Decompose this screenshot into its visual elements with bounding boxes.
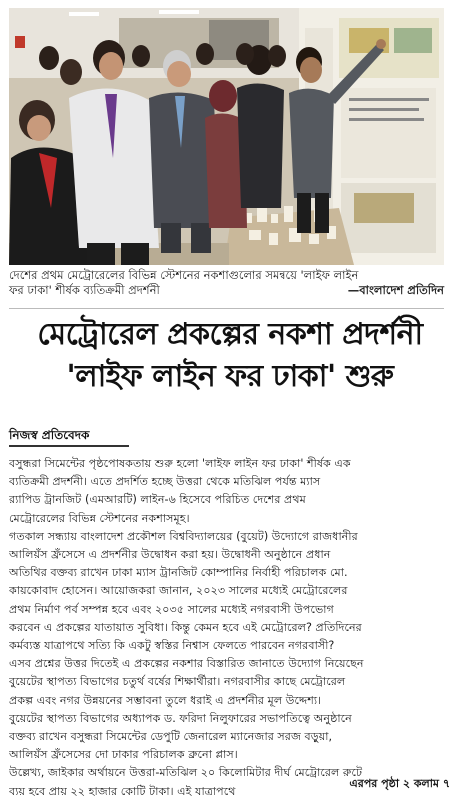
body-line: গতকাল সন্ধ্যায় বাংলাদেশ প্রকৌশল বিশ্ববিদ্যালয়ের (বুয়েট) উদ্যোগে রাজধানীর (9, 529, 358, 543)
headline-line-1: মেট্রোরেল প্রকল্পের নকশা প্রদর্শনী (37, 317, 423, 352)
body-line: মেট্রোরেলের বিভিন্ন স্টেশনের নকশাসমূহ। (9, 511, 190, 525)
body-line: র‍্যাপিড ট্রানজিট (এমআরটি) লাইন-৬ হিসেবে পরিচিত দেশের প্রথম (9, 493, 306, 507)
body-line: ব্যয় হবে প্রায় ২২ হাজার কোটি টাকা। এই যাত্রাপথে (9, 784, 236, 798)
body-line: করবেন এ প্রকল্পের যাতায়াত সুবিধা। কিন্তু কেমন হবে এই মেট্রোরেল? প্রতিদিনের (9, 620, 362, 634)
photo-caption (9, 268, 444, 309)
continuation-note: এরপর পৃষ্ঠা ২ কলাম ৭ (349, 777, 450, 790)
exhibition-photo (9, 8, 444, 265)
body-line: বসুন্ধরা সিমেন্টের পৃষ্ঠপোষকতায় শুরু হলো 'লাইফ লাইন ফর ঢাকা' শীর্ষক এক (9, 457, 351, 470)
caption-line-2-row (9, 283, 444, 298)
article-body (9, 455, 449, 801)
body-line: কর্মব্যস্ত যাত্রাপথে সত্যি কি একটু স্বস্তির নিশ্বাস ফেলতে পারবেন নগরবাসী? (9, 639, 335, 653)
body-line: উল্লেখ্য, জাইকার অর্থায়নে উত্তরা-মতিঝিল ২০ কিলোমিটার দীর্ঘ মেট্রোরেল রুটে (9, 766, 363, 780)
body-line: অতিথির বক্তব্য রাখেন ঢাকা ম্যাস ট্রানজিট কোম্পানির নির্বাহী পরিচালক মো. (9, 566, 348, 580)
body-line: আলিয়ঁস ফ্রঁসেসে এ প্রদর্শনীর উদ্বোধন করা হয়। উদ্বোধনী অনুষ্ঠানে প্রধান (9, 548, 331, 562)
body-line: প্রথম নির্মাণ পর্ব সম্পন্ন হবে এবং ২০৩৫ সালের মধ্যেই নগরবাসী উপভোগ (9, 602, 334, 616)
headline-line-2: 'লাইফ লাইন ফর ঢাকা' শুরু (66, 359, 394, 394)
body-line: বুয়েটের স্থাপত্য বিভাগের অধ্যাপক ড. ফরিদা নিলুফারের সভাপতিত্বে অনুষ্ঠানে (9, 711, 352, 725)
caption-line-2: ফর ঢাকা' শীর্ষক ব্যতিক্রমী প্রদর্শনী (9, 283, 160, 297)
body-line: কায়কোবাদ হোসেন। আয়োজকরা জানান, ২০২৩ সালের মধ্যেই মেট্রোরেলের (9, 584, 348, 598)
caption-line-1: দেশের প্রথম মেট্রোরেলের বিভিন্ন স্টেশনের নকশাগুলোর সমন্বয়ে 'লাইফ লাইন (9, 268, 359, 282)
body-line: বুয়েটের স্থাপত্য বিভাগের চতুর্থ বর্ষের শিক্ষার্থীরা। নগরবাসীর কাছে মেট্রোরেল (9, 675, 346, 689)
headline (6, 314, 454, 398)
byline: নিজস্ব প্রতিবেদক (9, 427, 129, 447)
body-line: ব্যতিক্রমী প্রদর্শনী। এতে প্রদর্শিত হচ্ছে উত্তরা থেকে মতিঝিল পর্যন্ত ম্যাস (9, 475, 321, 489)
body-line: এসব প্রশ্নের উত্তর দিতেই এ প্রকল্পের নকশার বিস্তারিত জানাতে উদ্যোগ নিয়েছেন (9, 657, 364, 671)
photo-credit: —বাংলাদেশ প্রতিদিন (347, 283, 444, 297)
body-line: আলিয়ঁস ফ্রঁসেসের দো ঢাকার পরিচালক ব্রুনো প্লাস। (9, 748, 238, 762)
body-line: প্রকল্প এবং নগর উন্নয়নের সম্ভাবনা তুলে ধরাই এ প্রদর্শনীর মূল উদ্দেশ্য। (9, 693, 322, 707)
body-line: বক্তব্য রাখেন বসুন্ধরা সিমেন্টের ডেপুটি জেনারেল ম্যানেজার সরজ বড়ুয়া, (9, 730, 333, 744)
